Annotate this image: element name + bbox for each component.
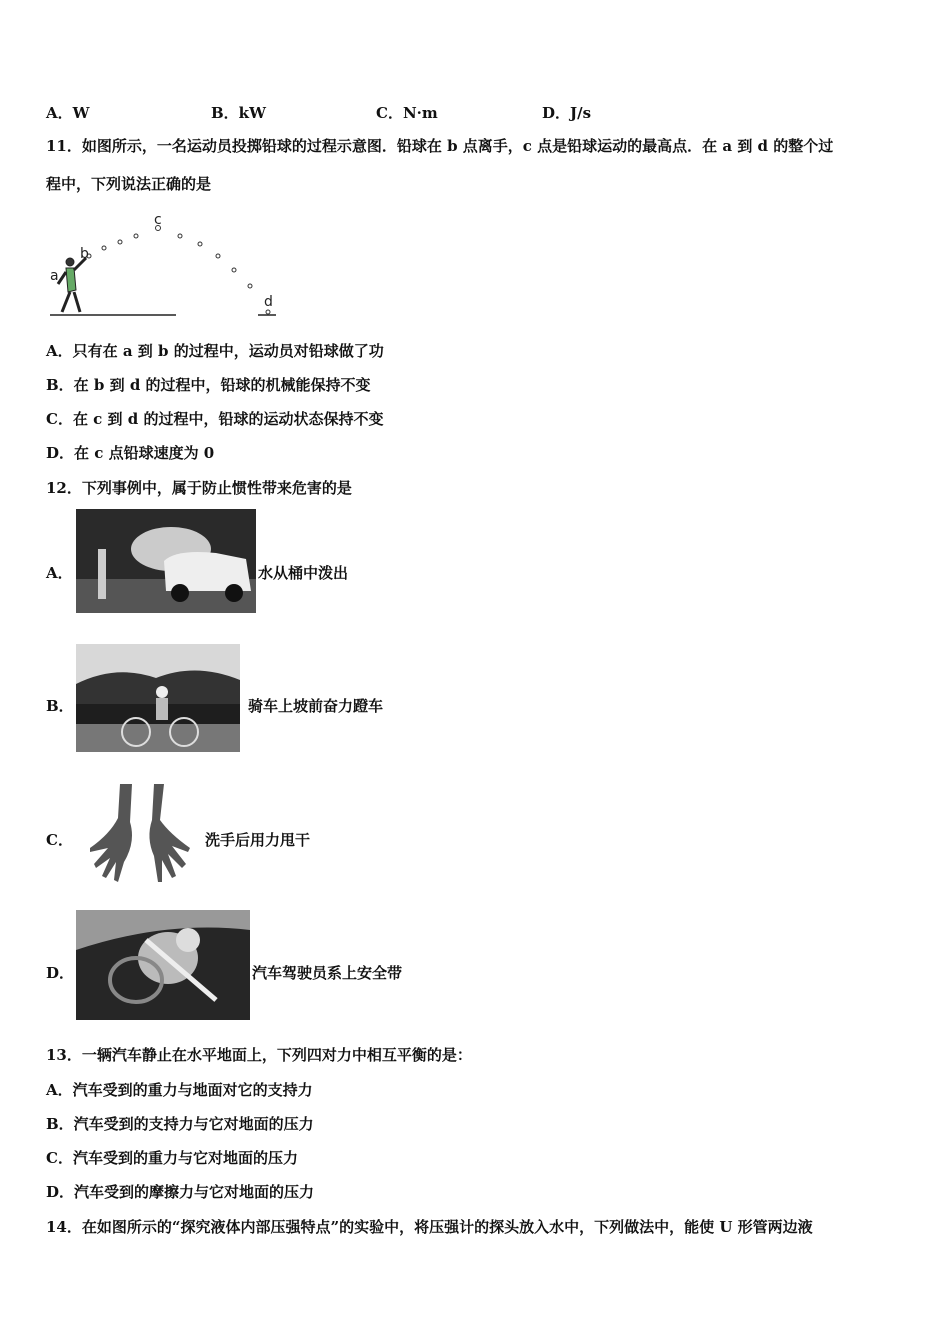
q12-option-a-caption: 水从桶中泼出 <box>258 564 349 582</box>
athlete-figure <box>58 258 86 312</box>
point-c-label: c <box>154 212 162 228</box>
q13-stem: 13．一辆汽车静止在水平地面上，下列四对力中相互平衡的是： <box>46 1046 472 1064</box>
q13-option-a: A．汽车受到的重力与地面对它的支持力 <box>46 1081 313 1099</box>
hands-shaking-photo <box>80 782 202 888</box>
shot-put-diagram <box>46 212 286 322</box>
q10-option-b: B．kW <box>211 104 266 122</box>
q12-option-a-letter: A． <box>46 564 73 582</box>
q13-option-d: D．汽车受到的摩擦力与它对地面的压力 <box>46 1183 315 1201</box>
q10-option-a: A．W <box>46 104 90 122</box>
q11-stem-line2: 程中，下列说法正确的是 <box>46 175 212 193</box>
q12-option-b-letter: B． <box>46 697 74 715</box>
q10-option-d: D．J/s <box>542 104 592 122</box>
shot-put-figure <box>46 212 286 322</box>
q13-option-c: C．汽车受到的重力与它对地面的压力 <box>46 1149 298 1167</box>
q12-option-d-caption: 汽车驾驶员系上安全带 <box>252 964 403 982</box>
q11-option-c: C．在 c 到 d 的过程中，铅球的运动状态保持不变 <box>46 410 384 428</box>
q11-stem-line1: 11．如图所示，一名运动员投掷铅球的过程示意图．铅球在 b 点离手，c 点是铅球运动的最高点．在 a 到 d 的整个过 <box>46 137 834 155</box>
q11-option-d: D．在 c 点铅球速度为 0 <box>46 444 215 462</box>
point-b-label: b <box>80 246 89 262</box>
point-d-label: d <box>264 294 273 310</box>
cyclist-photo <box>76 644 240 752</box>
q10-option-c: C．N·m <box>376 104 438 122</box>
driver-seatbelt-photo <box>76 910 250 1020</box>
point-a-label: a <box>50 268 59 284</box>
q11-option-b: B．在 b 到 d 的过程中，铅球的机械能保持不变 <box>46 376 371 394</box>
q10-options <box>46 102 746 122</box>
water-splash-car-photo <box>76 509 256 613</box>
q12-stem: 12．下列事例中，属于防止惯性带来危害的是 <box>46 479 352 497</box>
q11-option-a: A．只有在 a 到 b 的过程中，运动员对铅球做了功 <box>46 342 384 360</box>
q12-option-c-caption: 洗手后用力甩干 <box>205 831 311 849</box>
q12-option-b-caption: 骑车上坡前奋力蹬车 <box>248 697 384 715</box>
q14-stem: 14．在如图所示的“探究液体内部压强特点”的实验中，将压强计的探头放入水中，下列做法中，能使 U 形管两边液 <box>46 1218 813 1236</box>
q12-option-c-letter: C． <box>46 831 73 849</box>
q13-option-b: B．汽车受到的支持力与它对地面的压力 <box>46 1115 314 1133</box>
q12-option-d-letter: D． <box>46 964 75 982</box>
